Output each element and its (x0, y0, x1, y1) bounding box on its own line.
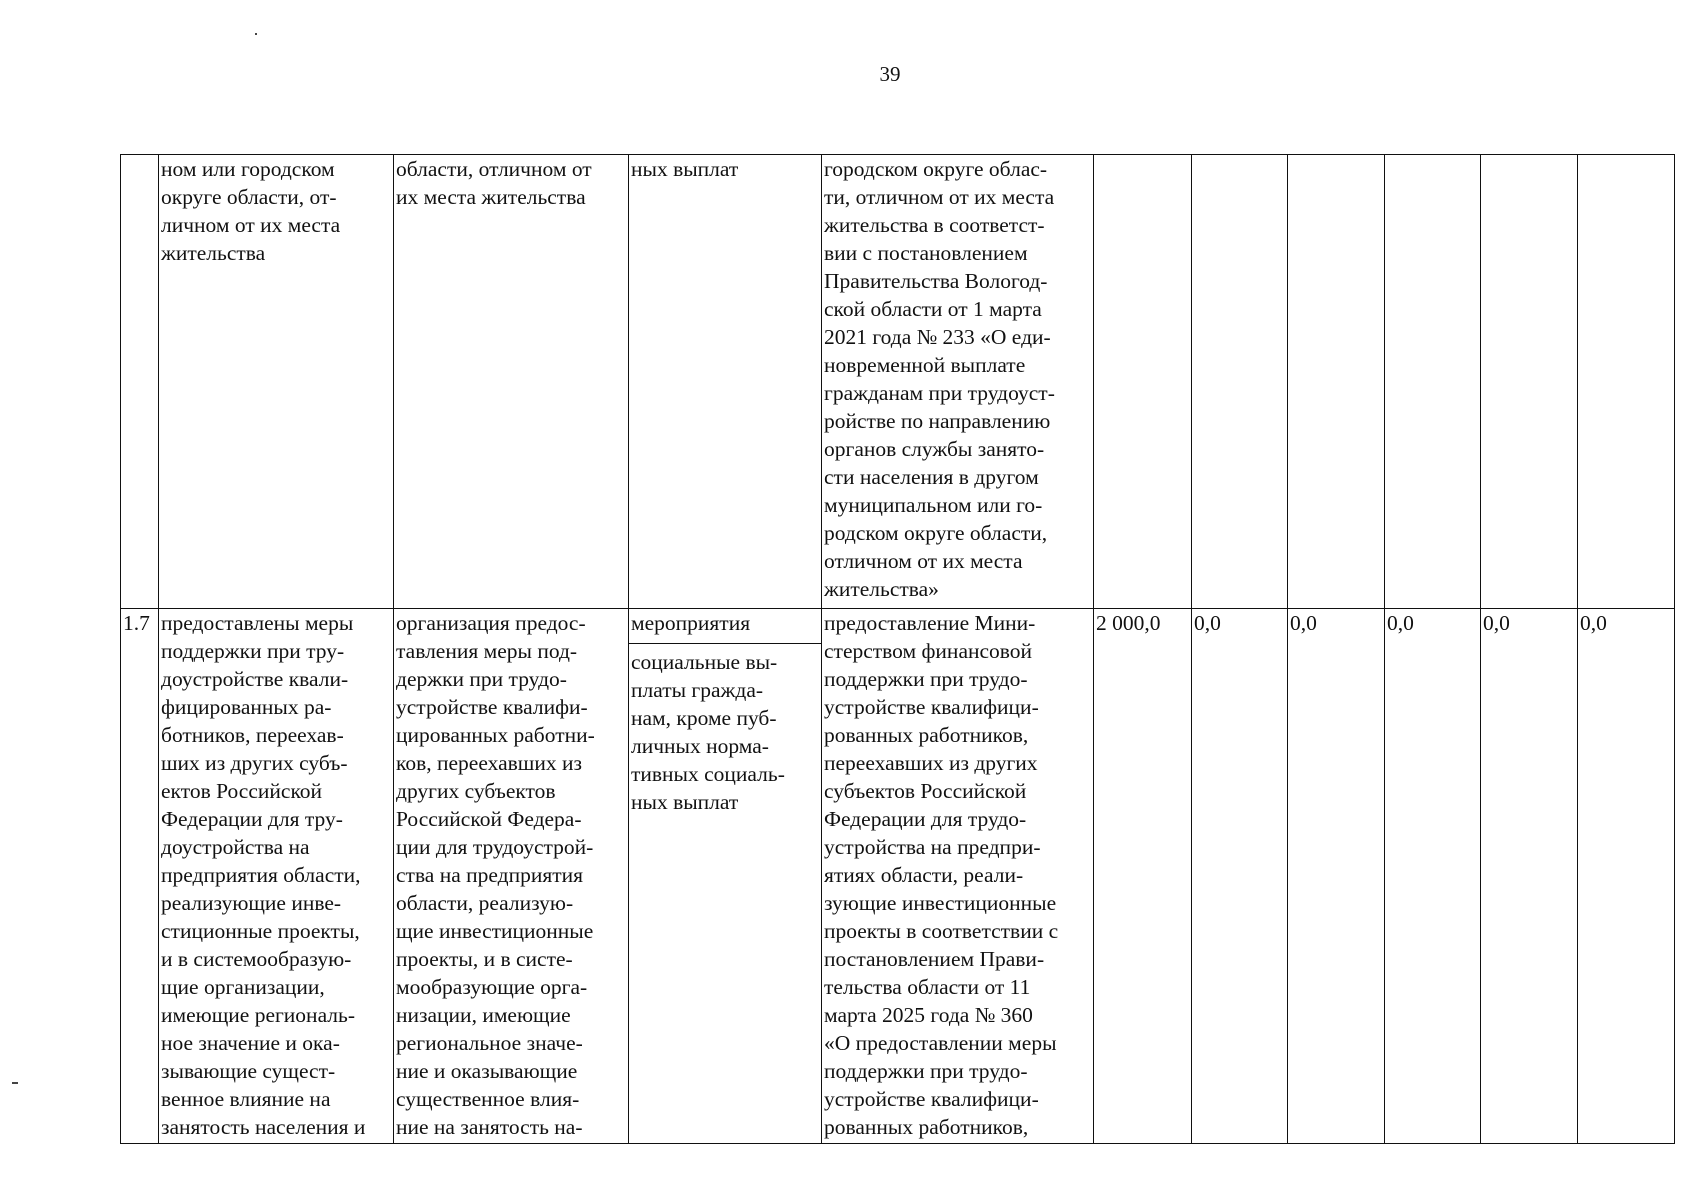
result-cell-line: занятость населения и (161, 1115, 366, 1139)
description-cell-line: поддержки при трудо- (824, 667, 1028, 691)
measure-cell-line: проекты, и в систе- (396, 947, 573, 971)
description-cell-line: жительства» (824, 577, 939, 601)
measure-cell-line: тавления меры под- (396, 639, 578, 663)
result-cell (159, 155, 394, 609)
result-cell-line: фицированных ра- (161, 695, 332, 719)
measure-cell-line: организация предос- (396, 611, 586, 635)
description-cell-line: муниципальном или го- (824, 493, 1043, 517)
description-cell-line: устройства на предпри- (824, 835, 1041, 859)
measure-cell-line: области, реализую- (396, 891, 574, 915)
result-cell-line: зывающие сущест- (161, 1059, 336, 1083)
category-cell-line: ных выплат (631, 157, 739, 181)
result-cell (159, 609, 394, 1144)
value-cell: 0,0 (1288, 609, 1385, 1144)
description-cell-line: отличном от их места (824, 549, 1023, 573)
description-cell-line: гражданам при трудоуст- (824, 381, 1055, 405)
description-cell-line: родском округе области, (824, 521, 1048, 545)
description-cell-line: рованных работников, (824, 723, 1029, 747)
description-cell-line: Федерации для трудо- (824, 807, 1027, 831)
measure-cell-line: других субъектов (396, 779, 556, 803)
description-cell-line: вии с постановлением (824, 241, 1028, 265)
value-cell (1288, 155, 1385, 609)
measure-cell-line: ков, переехавших из (396, 751, 582, 775)
result-cell-line: щие организации, (161, 975, 325, 999)
measure-cell-line: региональное значе- (396, 1031, 583, 1055)
value-cell: 2 000,0 (1094, 609, 1192, 1144)
measure-cell-line: существенное влия- (396, 1087, 580, 1111)
value-cell (1094, 155, 1192, 609)
description-cell-line: ской области от 1 марта (824, 297, 1042, 321)
description-cell-line: предоставление Мини- (824, 611, 1036, 635)
result-cell-line: ших из других субъ- (161, 751, 348, 775)
description-cell-line: марта 2025 года № 360 (824, 1003, 1033, 1027)
measure-cell-line: низации, имеющие (396, 1003, 571, 1027)
category-cell-line: личных норма- (631, 734, 769, 758)
description-cell-line: переехавших из других (824, 751, 1038, 775)
description-cell-line: стерством финансовой (824, 639, 1033, 663)
category-cell-line: мероприятия (631, 611, 751, 635)
description-cell-line: тельства области от 11 (824, 975, 1031, 999)
description-cell-line: субъектов Российской (824, 779, 1027, 803)
description-cell-line: зующие инвестиционные (824, 891, 1057, 915)
measure-cell (394, 155, 629, 609)
value-cell (1481, 155, 1578, 609)
program-table (120, 154, 1675, 1144)
result-cell-line: предприятия области, (161, 863, 361, 887)
description-cell-line: ятиях области, реали- (824, 863, 1024, 887)
description-cell-line: 2021 года № 233 «О еди- (824, 325, 1051, 349)
page-number: 39 (879, 62, 901, 86)
measure-cell (394, 609, 629, 1144)
measure-cell-line: ства на предприятия (396, 863, 584, 887)
result-cell-line: доустройстве квали- (161, 667, 349, 691)
result-cell-line: личном от их места (161, 213, 341, 237)
description-cell-line: поддержки при трудо- (824, 1059, 1028, 1083)
description-cell (822, 609, 1094, 1144)
value-cell: 0,0 (1481, 609, 1578, 1144)
description-cell-line: новременной выплате (824, 353, 1026, 377)
row-number-cell: 1.7 (121, 609, 159, 1144)
description-cell-line: рованных работников, (824, 1115, 1029, 1139)
description-cell-line: «О предоставлении меры (824, 1031, 1057, 1055)
category-cell-line: социальные вы- (631, 650, 778, 674)
result-cell-line: реализующие инве- (161, 891, 342, 915)
description-cell-line: устройстве квалифици- (824, 695, 1039, 719)
result-cell-line: стиционные проекты, (161, 919, 360, 943)
result-cell-line: венное влияние на (161, 1087, 331, 1111)
description-cell-line: постановлением Прави- (824, 947, 1045, 971)
value-cell (1578, 155, 1675, 609)
measure-cell-line: Российской Федера- (396, 807, 582, 831)
value-cell (1192, 155, 1288, 609)
value-cell: 0,0 (1578, 609, 1675, 1144)
table-row (121, 155, 1675, 609)
scan-mark (255, 33, 257, 35)
measure-cell-line: мообразующие орга- (396, 975, 588, 999)
result-cell-line: округе области, от- (161, 185, 337, 209)
description-cell-line: городском округе облас- (824, 157, 1048, 181)
description-cell-line: ройстве по направлению (824, 409, 1051, 433)
measure-cell-line: устройстве квалифи- (396, 695, 588, 719)
measure-cell-line: ние на занятость на- (396, 1115, 583, 1139)
measure-cell-line: ции для трудоустрой- (396, 835, 594, 859)
category-cell-line: платы гражда- (631, 678, 764, 702)
description-cell-line: устройстве квалифици- (824, 1087, 1039, 1111)
measure-cell-line: щие инвестиционные (396, 919, 594, 943)
scan-mark (12, 1082, 18, 1084)
description-cell-line: ти, отличном от их места (824, 185, 1055, 209)
value-cell: 0,0 (1385, 609, 1481, 1144)
measure-cell-line: области, отличном от (396, 157, 592, 181)
description-cell-line: проекты в соответствии с (824, 919, 1059, 943)
category-cell-line: нам, кроме пуб- (631, 706, 777, 730)
description-cell-line: сти населения в другом (824, 465, 1039, 489)
result-cell-line: ектов Российской (161, 779, 323, 803)
result-cell-line: ное значение и ока- (161, 1031, 340, 1055)
result-cell-line: имеющие региональ- (161, 1003, 355, 1027)
result-cell-line: ботников, переехав- (161, 723, 344, 747)
category-cell-line: ных выплат (631, 790, 739, 814)
result-cell-line: поддержки при тру- (161, 639, 345, 663)
result-cell-line: доустройства на (161, 835, 310, 859)
measure-cell-line: ние и оказывающие (396, 1059, 578, 1083)
value-cell: 0,0 (1192, 609, 1288, 1144)
description-cell-line: органов службы занято- (824, 437, 1045, 461)
measure-cell-line: цированных работни- (396, 723, 595, 747)
cell-divider (629, 643, 821, 644)
measure-cell-line: их места жительства (396, 185, 586, 209)
table-row (121, 609, 1675, 1144)
description-cell-line: Правительства Вологод- (824, 269, 1048, 293)
description-cell-line: жительства в соответст- (824, 213, 1045, 237)
result-cell-line: ном или городском (161, 157, 335, 181)
row-number-cell (121, 155, 159, 609)
value-cell (1385, 155, 1481, 609)
category-cell (629, 609, 822, 1144)
result-cell-line: предоставлены меры (161, 611, 354, 635)
result-cell-line: жительства (161, 241, 266, 265)
category-cell (629, 155, 822, 609)
measure-cell-line: держки при трудо- (396, 667, 567, 691)
category-cell-line: тивных социаль- (631, 762, 785, 786)
description-cell (822, 155, 1094, 609)
result-cell-line: Федерации для тру- (161, 807, 343, 831)
result-cell-line: и в системообразую- (161, 947, 352, 971)
